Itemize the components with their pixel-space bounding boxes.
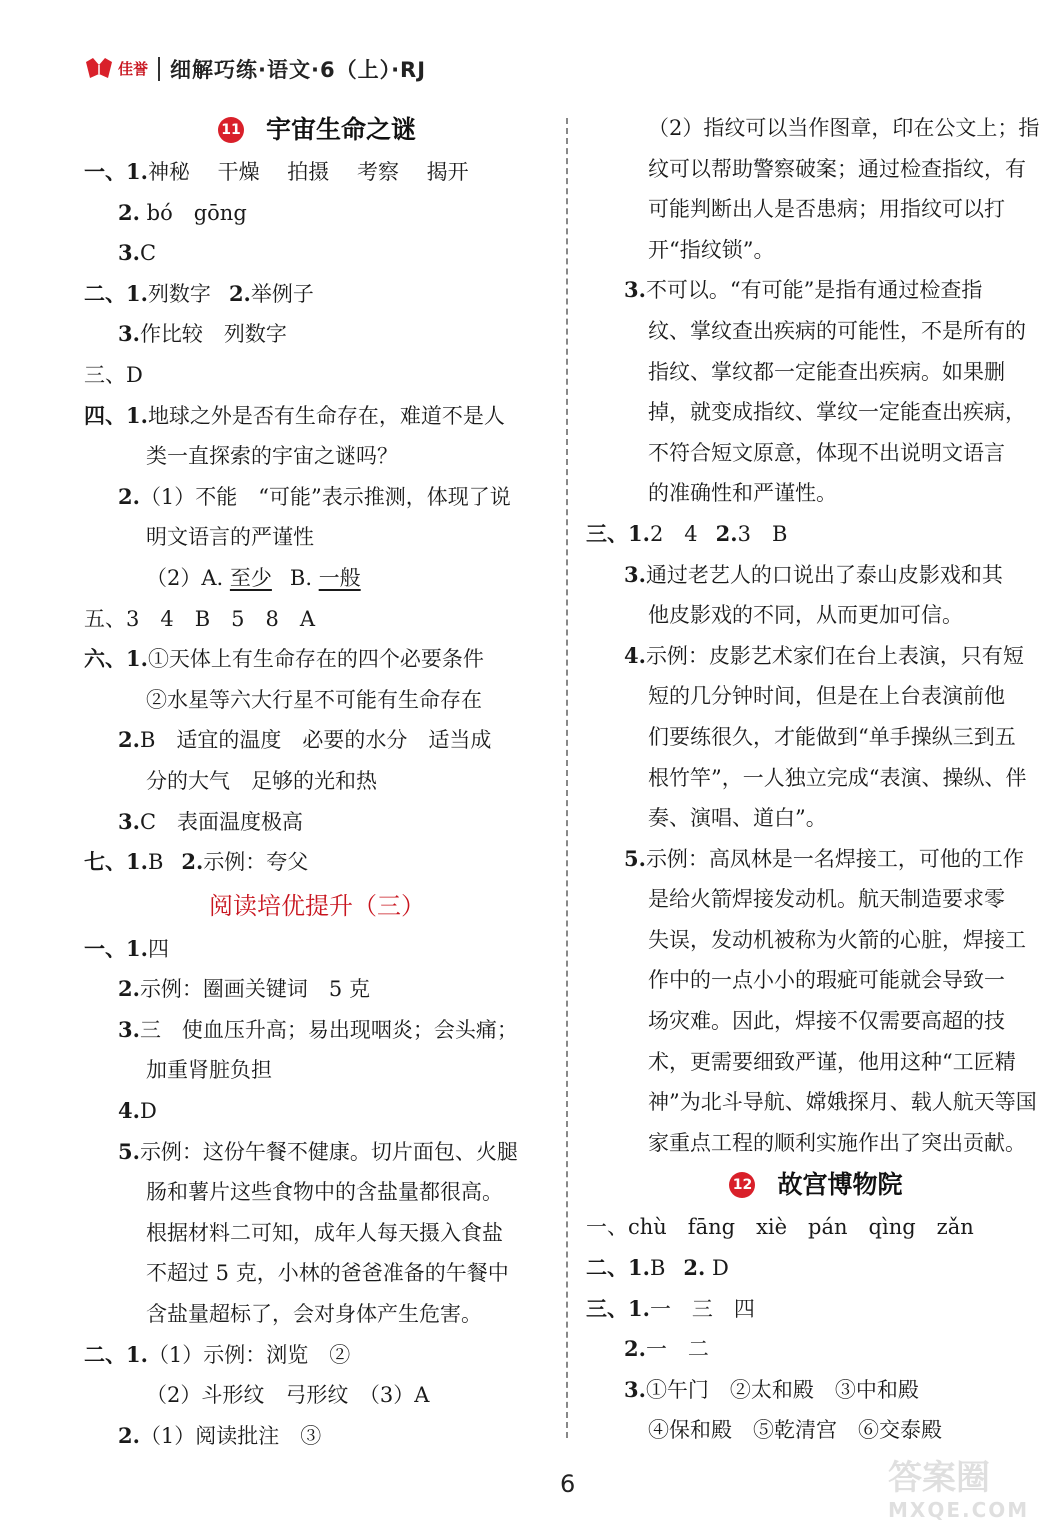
answer-line: 3.C 表面温度极高 <box>118 808 304 834</box>
answer-line: 根竹竿”，一人独立完成“表演、操纵、伴 <box>648 765 1027 790</box>
answer-line: 可能判断出人是否患病；用指纹可以打 <box>648 197 1005 222</box>
lesson-heading <box>84 108 550 152</box>
answer-line: 根据材料二可知，成年人每天摄入食盐 <box>146 1220 503 1245</box>
right-column <box>586 108 1046 1451</box>
answer-line: 纹、掌纹查出疾病的可能性，不是所有的 <box>648 318 1026 343</box>
watermark-text: 答案圈 <box>888 1458 990 1498</box>
answer-line: 开“指纹锁”。 <box>648 237 775 262</box>
lesson-number-badge: 12 <box>729 1172 755 1198</box>
answer-line: 纹可以帮助警察破案；通过检查指纹，有 <box>648 156 1026 181</box>
column-divider <box>566 118 568 1438</box>
book-logo-icon <box>84 56 114 82</box>
answer-line: 三、D <box>84 362 143 387</box>
answer-line: 不符合短文原意，体现不出说明文语言 <box>648 440 1005 465</box>
answer-line: 一、1.四 <box>84 935 169 961</box>
lesson-number-badge: 11 <box>218 117 244 143</box>
answer-line: 明文语言的严谨性 <box>146 525 314 550</box>
answer-line: 一、1.神秘 干燥 拍摄 考察 揭开 <box>84 159 469 184</box>
answer-line: 含盐量超标了，会对身体产生危害。 <box>146 1302 482 1327</box>
answer-line: 5.示例：高凤林是一名焊接工，可他的工作 <box>624 845 1024 871</box>
answer-line: 指纹、掌纹都一定能查出疾病。如果删 <box>648 359 1005 384</box>
answer-line: 二、1.列数字 2.举例子 <box>84 280 314 306</box>
answer-line: （2）A. 至少 B. 一般 <box>146 565 361 590</box>
lesson-heading <box>586 1163 1046 1207</box>
answer-line: 是给火箭焊接发动机。航天制造要求零 <box>648 887 1005 912</box>
left-column <box>84 108 550 1456</box>
section-heading: 阅读培优提升（三） <box>209 891 425 920</box>
answer-line: 七、1.B 2.示例：夸父 <box>84 849 309 875</box>
answer-line: 2.示例：圈画关键词 5 克 <box>118 976 370 1002</box>
answer-line: 3.作比较 列数字 <box>118 321 287 347</box>
answer-line: 分的大气 足够的光和热 <box>146 768 377 793</box>
answer-line: 一、chù fāng xiè pán qìng zǎn <box>586 1215 974 1240</box>
answer-line: （2）斗形纹 弓形纹 （3）A <box>146 1383 430 1408</box>
answer-line: 他皮影戏的不同，从而更加可信。 <box>648 603 963 628</box>
watermark-url: MXQE.COM <box>888 1498 1030 1522</box>
answer-line: 2. bó gōng <box>118 199 247 225</box>
answer-line: 2.B 适宜的温度 必要的水分 适当成 <box>118 727 492 753</box>
brand-logo <box>84 56 148 82</box>
answer-line: 2.（1）不能 “可能”表示推测，体现了说 <box>118 483 511 509</box>
watermark-logo <box>888 1458 1048 1530</box>
lesson-title: 宇宙生命之谜 <box>265 114 416 144</box>
answer-line: 3.C <box>118 240 157 266</box>
answer-line: 三、1.一 三 四 <box>586 1295 755 1321</box>
answer-line: 3.不可以。“有可能”是指有通过检查指 <box>624 277 983 303</box>
page-header <box>84 52 426 86</box>
answer-line: （2）指纹可以当作图章，印在公文上；指 <box>648 116 1040 140</box>
page-number: 6 <box>560 1470 576 1498</box>
answer-line: 二、1.B 2. D <box>586 1255 729 1281</box>
answer-line: 四、1.地球之外是否有生命存在，难道不是人 <box>84 402 505 428</box>
answer-line: 2.（1）阅读批注 ③ <box>118 1422 322 1448</box>
answer-line: 掉，就变成指纹、掌纹一定能查出疾病， <box>648 400 1026 425</box>
answer-line: 3.①午门 ②太和殿 ③中和殿 <box>624 1376 919 1402</box>
answer-line: 肠和薯片这些食物中的含盐量都很高。 <box>146 1180 503 1205</box>
answer-line: 们要练很久，才能做到“单手操纵三到五 <box>648 724 1016 749</box>
answer-line: 不超过 5 克，小林的爸爸准备的午餐中 <box>146 1261 509 1286</box>
answer-line: 5.示例：这份午餐不健康。切片面包、火腿 <box>118 1138 518 1164</box>
answer-line: 神”为北斗导航、嫦娥探月、载人航天等国 <box>648 1090 1037 1115</box>
answer-line: 二、1.（1）示例：浏览 ② <box>84 1341 351 1367</box>
answer-line: 三、1.2 4 2.3 B <box>586 520 788 546</box>
answer-line: 4.D <box>118 1098 157 1124</box>
answer-line: 3.三 使血压升高；易出现咽炎；会头痛； <box>118 1016 518 1042</box>
answer-line: 奏、演唱、道白”。 <box>648 806 827 831</box>
answer-line: 短的几分钟时间，但是在上台表演前他 <box>648 684 1005 709</box>
brand-name: 佳誉 <box>118 59 149 78</box>
answer-line: ②水星等六大行星不可能有生命存在 <box>146 687 482 712</box>
answer-line: 场灾难。因此，焊接不仅需要高超的技 <box>648 1009 1005 1034</box>
answer-line: 2.一 二 <box>624 1336 709 1362</box>
answer-line: 加重肾脏负担 <box>146 1058 272 1083</box>
answer-line: 的准确性和严谨性。 <box>648 481 837 506</box>
book-title: 细解巧练·语文·6（上）·RJ <box>170 58 427 82</box>
answer-line: 4.示例：皮影艺术家们在台上表演，只有短 <box>624 642 1024 668</box>
answer-line: 六、1.①天体上有生命存在的四个必要条件 <box>84 646 484 672</box>
answer-line: 作中的一点小小的瑕疵可能就会导致一 <box>648 968 1005 993</box>
answer-line: 失误，发动机被称为火箭的心脏，焊接工 <box>648 927 1026 952</box>
lesson-title: 故宫博物院 <box>777 1170 903 1200</box>
answer-line: 家重点工程的顺利实施作出了突出贡献。 <box>648 1130 1026 1155</box>
answer-line: 术，更需要细致严谨，他用这种“工匠精 <box>648 1049 1016 1074</box>
answer-line: 3.通过老艺人的口说出了泰山皮影戏和其 <box>624 561 1003 587</box>
answer-line: 五、3 4 B 5 8 A <box>84 606 316 631</box>
header-divider <box>158 57 160 81</box>
answer-line: ④保和殿 ⑤乾清宫 ⑥交泰殿 <box>648 1418 942 1443</box>
answer-line: 类一直探索的宇宙之谜吗？ <box>146 444 398 469</box>
